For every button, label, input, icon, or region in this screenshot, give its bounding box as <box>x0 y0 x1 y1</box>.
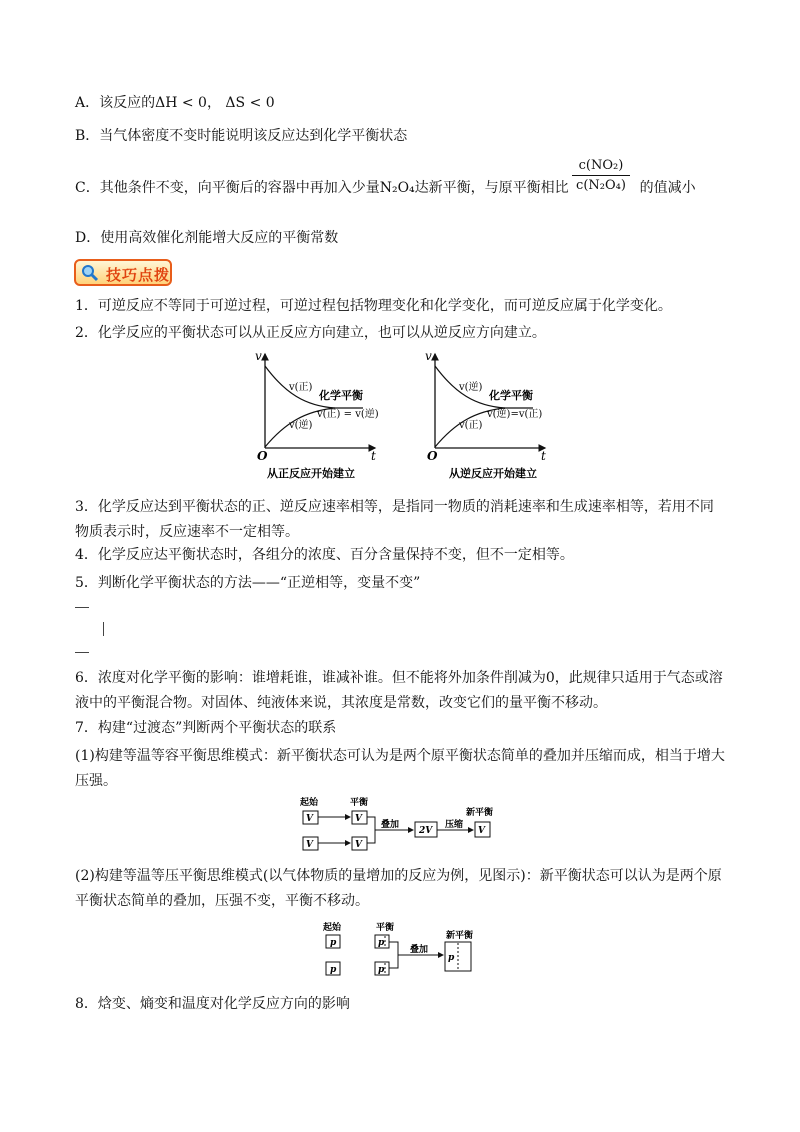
option-c-tail: 的值减小 <box>639 180 696 196</box>
point-3: 3．化学反应达到平衡状态的正、逆反应速率相等，是指同一物质的消耗速率和生成速率相等，若用不同物质表示时，反应速率不一定相等。 <box>75 499 714 540</box>
point-1: 1．可逆反应不等同于可逆过程，可逆过程包括物理变化和化学变化，而可逆反应属于化学变化。 <box>75 298 672 314</box>
new-equilibrium-label: 新平衡 <box>466 808 494 818</box>
t-axis-label: t <box>541 449 546 463</box>
box-label: p <box>330 938 337 948</box>
stack-label: 叠加 <box>410 945 429 955</box>
box-label: p <box>330 965 337 975</box>
start-label: 起始 <box>323 923 342 933</box>
origin-label: O <box>427 449 438 463</box>
rate-graph-reverse <box>415 348 555 483</box>
divider <box>75 652 89 653</box>
point-6: 6．浓度对化学平衡的影响：谁增耗谁，谁减补谁。但不能将外加条件削减为0，此规律只适用于气态或溶液中的平衡混合物。对固体、纯液体来说，其浓度是常数，改变它们的量平衡不移动。 <box>75 670 723 711</box>
point-5: 5．判断化学平衡状态的方法——“正逆相等，变量不变” <box>75 575 421 591</box>
option-a: A．该反应的ΔH < 0， ΔS < 0 <box>75 95 275 111</box>
box-label: V <box>355 814 362 824</box>
lower-curve-label: v(正) <box>459 420 483 431</box>
equilibrium-title: 化学平衡 <box>489 389 533 402</box>
rate-graph-forward <box>245 348 385 483</box>
constant-pressure-diagram <box>318 920 488 982</box>
point-2: 2．化学反应的平衡状态可以从正反应方向建立，也可以从逆反应方向建立。 <box>75 325 546 341</box>
upper-curve-label: v(逆) <box>459 382 483 393</box>
box-label: V <box>306 840 313 850</box>
box-label: V <box>478 826 485 836</box>
magnifier-icon <box>80 264 100 282</box>
t-axis-label: t <box>371 449 376 463</box>
start-label: 起始 <box>300 798 319 808</box>
equilibrium-label: 平衡 <box>376 923 395 933</box>
equilibrium-label: v(正) = v(逆) <box>317 409 379 420</box>
option-c-text: C．其他条件不变，向平衡后的容器中再加入少量N₂O₄达新平衡，与原平衡相比 <box>75 180 569 196</box>
point-8: 8．焓变、熵变和温度对化学反应方向的影响 <box>75 996 350 1012</box>
constant-volume-diagram <box>295 795 505 855</box>
box-label: V <box>306 814 313 824</box>
compress-label: 压缩 <box>445 820 464 830</box>
v-axis-label: v <box>255 349 262 363</box>
upper-curve-label: v(正) <box>289 382 313 393</box>
equilibrium-label: v(逆)=v(正) <box>487 409 543 420</box>
divider <box>75 607 89 608</box>
new-equilibrium-label: 新平衡 <box>446 931 474 941</box>
graph-caption: 从逆反应开始建立 <box>449 467 537 480</box>
graph-caption: 从正反应开始建立 <box>267 467 355 480</box>
box-label: V <box>355 840 362 850</box>
equilibrium-label: 平衡 <box>350 798 369 808</box>
divider <box>103 622 104 636</box>
box-label: p <box>378 965 385 975</box>
lower-curve-label: v(逆) <box>289 420 313 431</box>
fraction-numerator: c(NO₂) <box>578 158 624 173</box>
tips-badge <box>74 259 172 286</box>
equilibrium-title: 化学平衡 <box>319 389 363 402</box>
point-4: 4．化学反应达平衡状态时，各组分的浓度、百分含量保持不变，但不一定相等。 <box>75 547 574 563</box>
point-7: 7．构建“过渡态”判断两个平衡状态的联系 <box>75 720 337 736</box>
point-7-1: (1)构建等温等容平衡思维模式：新平衡状态可认为是两个原平衡状态简单的叠加并压缩而成，相当于增大压强。 <box>75 748 725 789</box>
origin-label: O <box>257 449 268 463</box>
badge-label: 技巧点拨 <box>106 266 171 284</box>
fraction-denominator: c(N₂O₄) <box>576 178 626 193</box>
box-label: 2V <box>419 826 433 836</box>
point-7-2: (2)构建等温等压平衡思维模式(以气体物质的量增加的反应为例，见图示)：新平衡状态可以认为是两个原平衡状态简单的叠加，压强不变，平衡不移动。 <box>75 868 722 909</box>
box-label: p <box>378 938 385 948</box>
box-label: p <box>448 953 455 963</box>
stack-label: 叠加 <box>381 820 400 830</box>
ratio-fraction <box>572 158 630 193</box>
v-axis-label: v <box>425 349 432 363</box>
option-d: D．使用高效催化剂能增大反应的平衡常数 <box>75 230 339 246</box>
option-b: B．当气体密度不变时能说明该反应达到化学平衡状态 <box>75 128 408 144</box>
